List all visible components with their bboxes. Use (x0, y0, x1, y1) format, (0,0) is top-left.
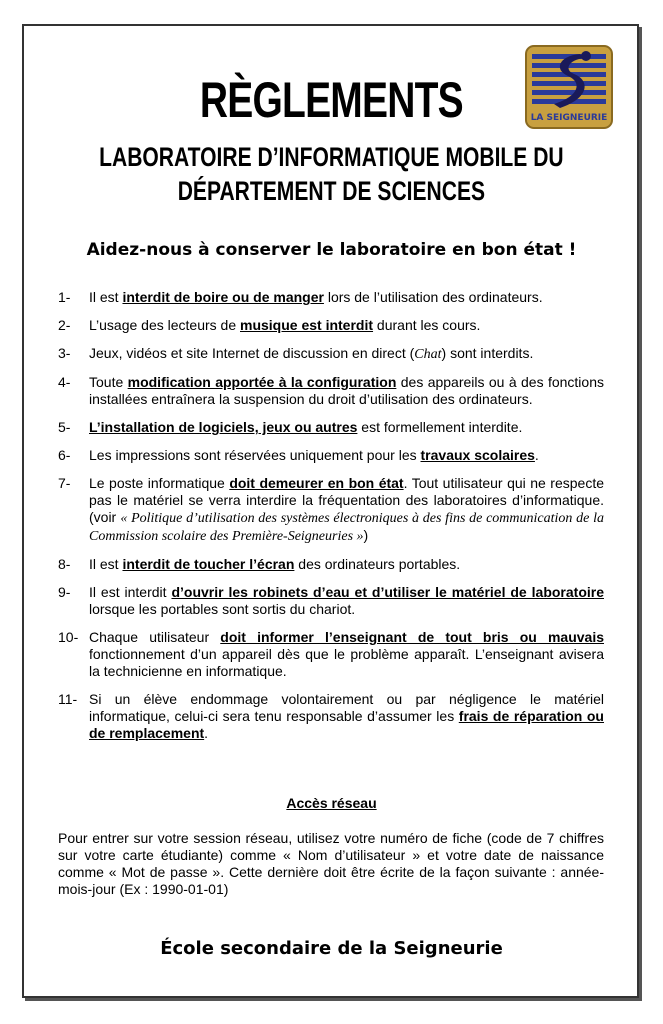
rule-text: Si un élève endommage volontairement ou par négligence le matériel informatique, celui-ci sera tenu responsable d’assumer les frais de réparation ou de remplacement. (89, 691, 604, 741)
rule-number: 11- (58, 691, 78, 707)
rule-text: Il est interdit de toucher l’écran des ordinateurs portables. (89, 556, 461, 572)
rule-item (58, 289, 604, 306)
rule-number: 5- (58, 419, 71, 435)
school-logo (524, 44, 614, 130)
rule-number: 10- (58, 629, 79, 645)
rule-item (58, 419, 604, 436)
access-text: Pour entrer sur votre session réseau, utilisez votre numéro de fiche (code de 7 chiffres sur votre carte étudiante) comme « Nom d’utilisateur » et votre date de naissance comme « Mot de passe ». Cette dernière doit être écrite de la façon suivante : année-mois-jour (Ex : 1990-01-01) (58, 830, 604, 897)
rules-list (58, 289, 604, 753)
rule-number: 3- (58, 345, 71, 361)
rule-text: Toute modification apportée à la configuration des appareils ou à des fonctions installées entraînera la suspension du droit d’utilisation des ordinateurs. (89, 374, 604, 407)
rule-item (58, 556, 604, 573)
rule-item (58, 475, 604, 545)
rule-text: Il est interdit de boire ou de manger lors de l’utilisation des ordinateurs. (89, 289, 543, 305)
school-name-footer: École secondaire de la Seigneurie (160, 938, 503, 959)
logo-text: LA SEIGNEURIE (530, 113, 608, 123)
rule-number: 7- (58, 475, 71, 491)
rule-number: 1- (58, 289, 71, 305)
rule-number: 8- (58, 556, 71, 572)
page-subtitle (73, 140, 590, 208)
rule-number: 4- (58, 374, 71, 390)
rule-text: L’installation de logiciels, jeux ou autres est formellement interdite. (89, 419, 523, 435)
subtitle-line-1: LABORATOIRE D’INFORMATIQUE MOBILE DU (99, 142, 564, 172)
rule-number: 9- (58, 584, 71, 600)
tagline: Aidez-nous à conserver le laboratoire en bon état ! (86, 240, 577, 260)
rule-number: 6- (58, 447, 71, 463)
rule-text: Le poste informatique doit demeurer en bon état. Tout utilisateur qui ne respecte pas le matériel se verra interdire la fréquentation des laboratoires d’informatique. (voir « Politique d’utilisation des systèmes électroniques à des fins de communication de la Commission scolaire des Première-Seigneuries ») (89, 475, 604, 544)
access-heading: Accès réseau (286, 795, 377, 811)
rule-text: Jeux, vidéos et site Internet de discussion en direct (Chat) sont interdits. (89, 345, 534, 362)
rule-item (58, 317, 604, 334)
rule-item (58, 374, 604, 408)
rule-text: L’usage des lecteurs de musique est interdit durant les cours. (89, 317, 481, 333)
rule-text: Les impressions sont réservées uniquement pour les travaux scolaires. (89, 447, 539, 463)
rule-item (58, 447, 604, 464)
subtitle-line-2: DÉPARTEMENT DE SCIENCES (177, 176, 486, 206)
rule-item (58, 629, 604, 680)
rule-item (58, 345, 604, 363)
rule-text: Il est interdit d’ouvrir les robinets d’eau et d’utiliser le matériel de laboratoire lorsque les portables sont sortis du chariot. (89, 584, 604, 617)
rule-number: 2- (58, 317, 71, 333)
page-title: RÈGLEMENTS (199, 72, 463, 128)
rule-item (58, 691, 604, 742)
rule-text: Chaque utilisateur doit informer l’enseignant de tout bris ou mauvais fonctionnement d’un appareil dès que le problème apparaît. L’enseignant avisera la technicienne en informatique. (89, 629, 604, 679)
rule-item (58, 584, 604, 618)
